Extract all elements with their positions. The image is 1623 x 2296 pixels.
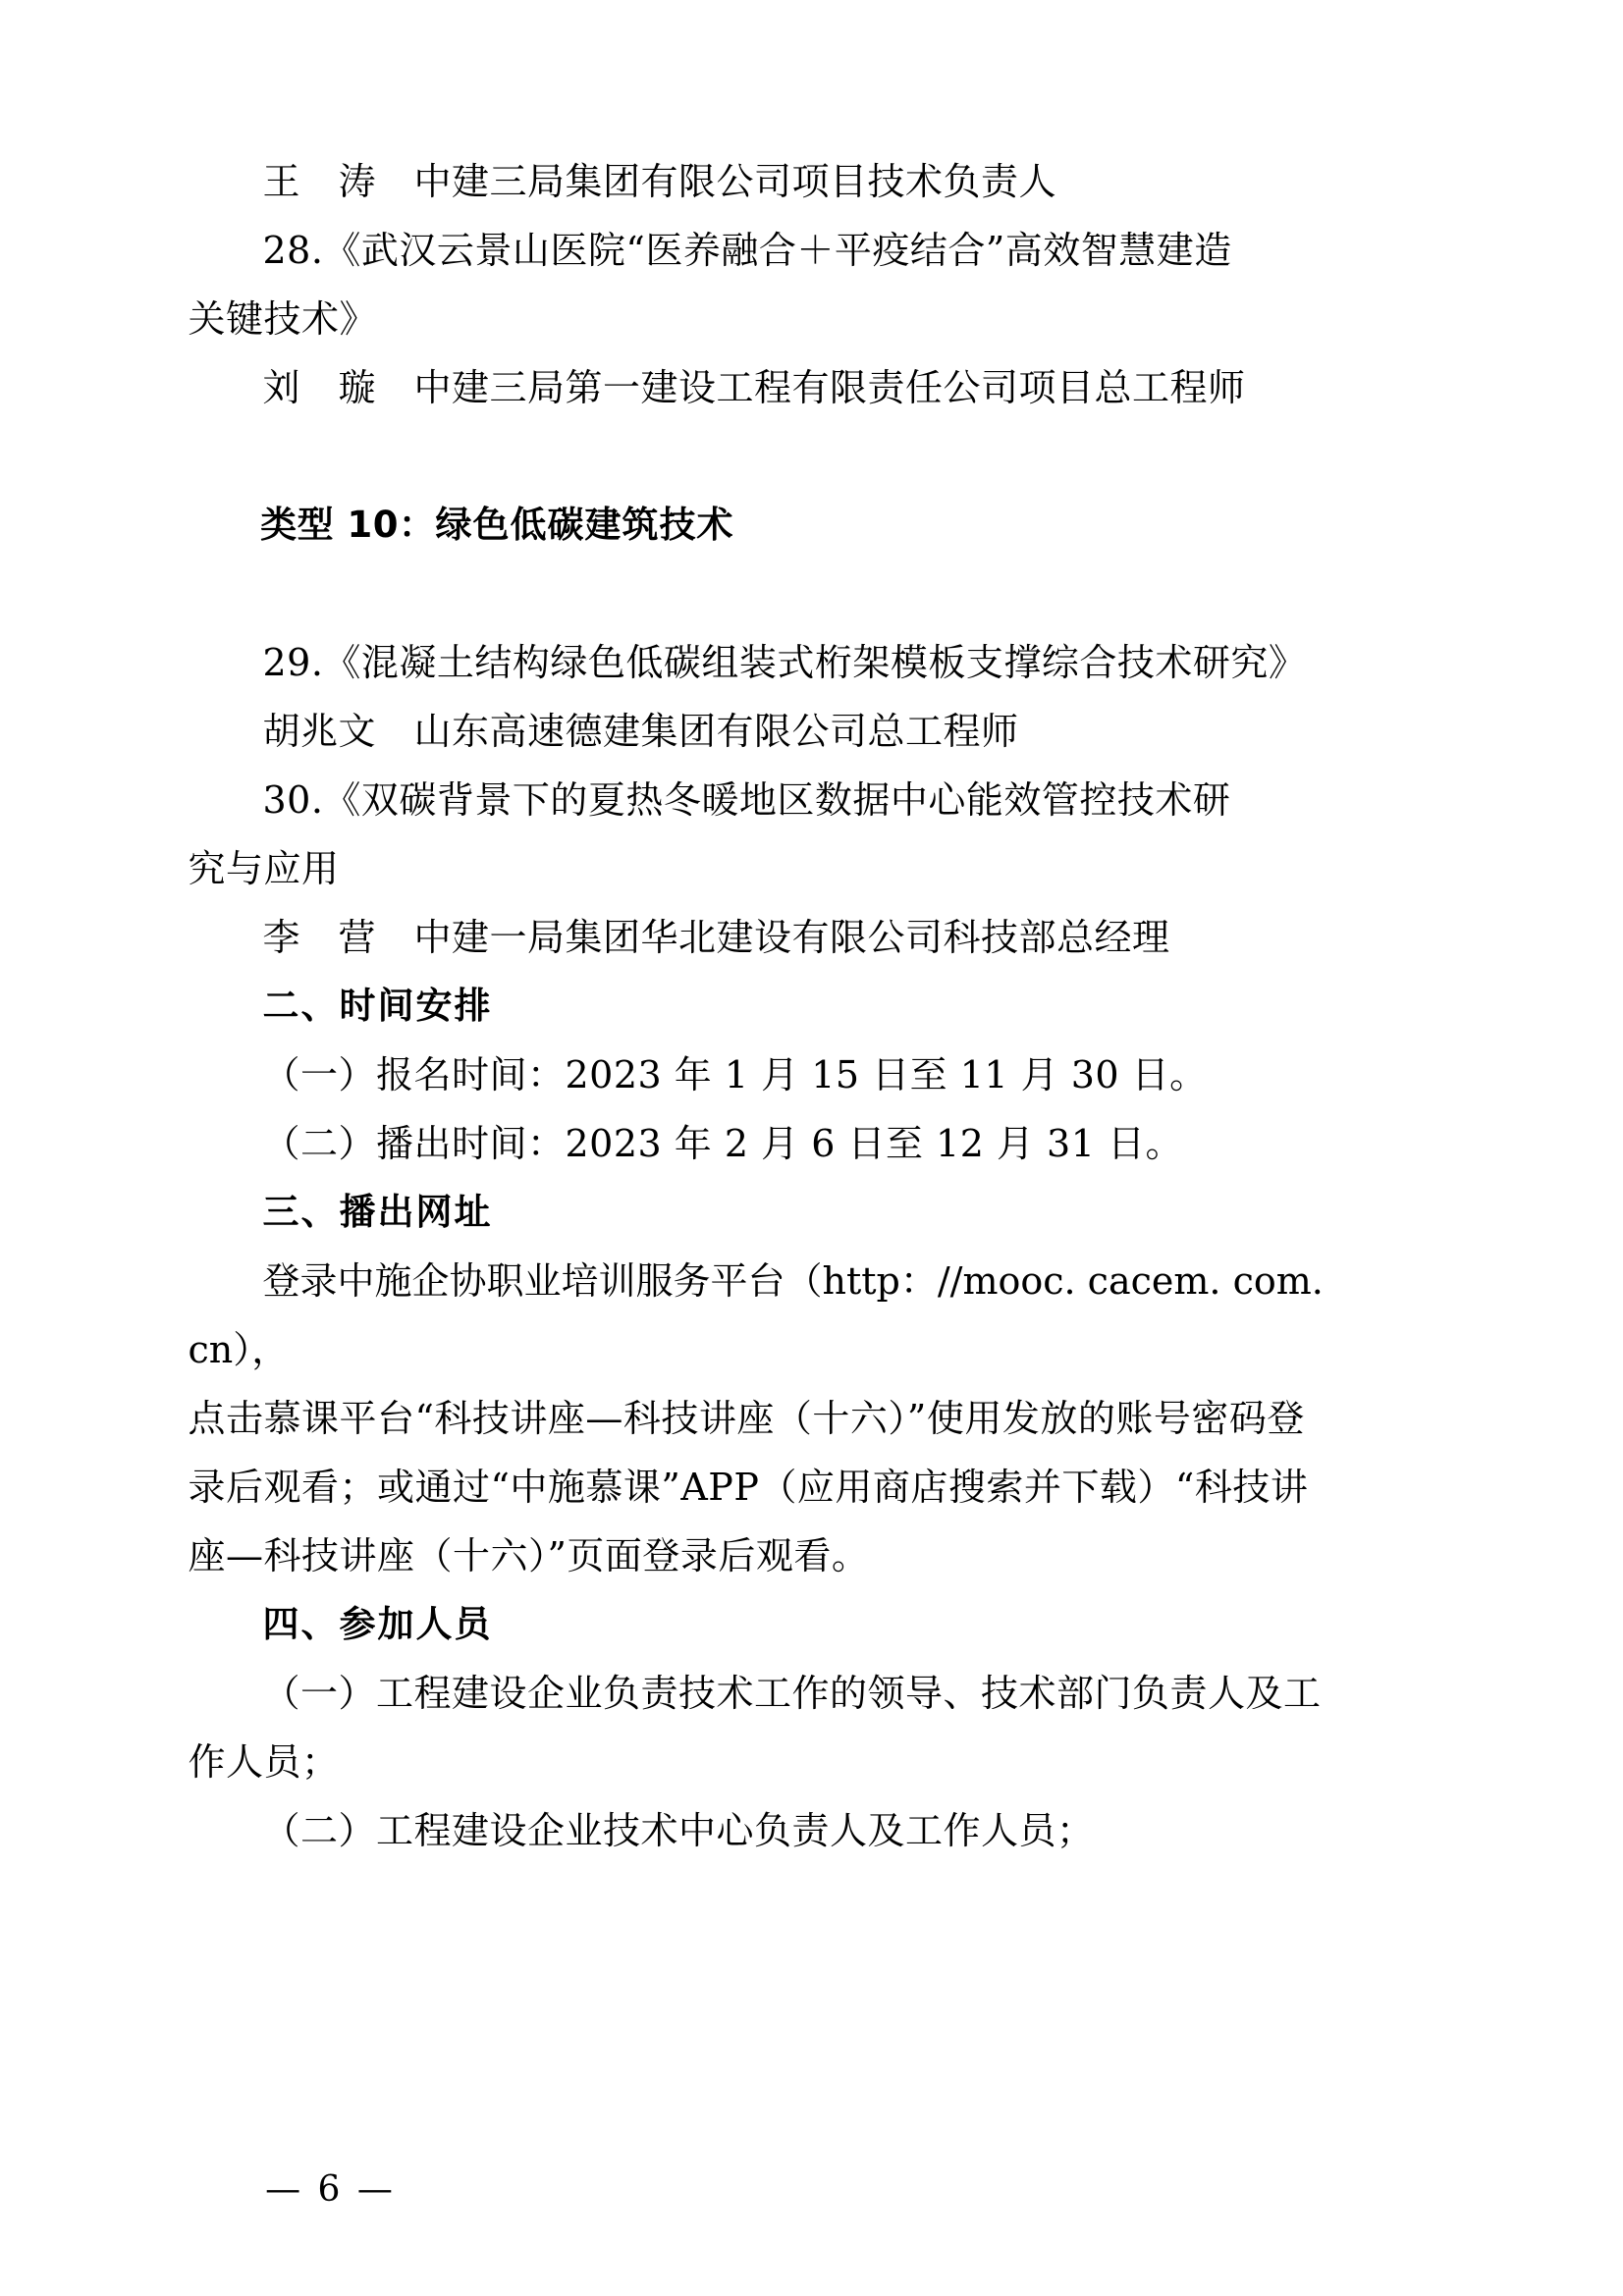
paragraph-item-29: 29.《混凝土结构绿色低碳组装式桁架模板支撑综合技术研究》	[262, 641, 1307, 684]
type-10-label: 类型 10：	[260, 504, 436, 546]
paragraph-item-30-line2: 究与应用	[188, 847, 340, 890]
paragraph-participants-1-line1: （一）工程建设企业负责技术工作的领导、技术部门负责人及工	[262, 1672, 1322, 1715]
paragraph-presenter-li-ying: 李 营 中建一局集团华北建设有限公司科技部总经理	[262, 916, 1170, 959]
paragraph-url-line1: 登录中施企协职业培训服务平台（http：//mooc. cacem. com. cn），	[188, 1259, 1335, 1371]
section-heading-broadcast-url: 三、播出网址	[262, 1191, 493, 1233]
paragraph-url-line4: 座—科技讲座（十六）”页面登录后观看。	[188, 1534, 870, 1577]
paragraph-item-28-line2: 关键技术》	[188, 297, 378, 341]
paragraph-registration-time: （一）报名时间：2023 年 1 月 15 日至 11 月 30 日。	[262, 1053, 1208, 1096]
section-heading-participants: 四、参加人员	[262, 1603, 493, 1645]
paragraph-item-30-line1: 30.《双碳背景下的夏热冬暖地区数据中心能效管控技术研	[262, 778, 1231, 822]
paragraph-presenter-hu-zhaowen: 胡兆文 山东高速德建集团有限公司总工程师	[262, 710, 1019, 753]
paragraph-presenter-wang-tao: 王 涛 中建三局集团有限公司项目技术负责人	[262, 160, 1057, 203]
paragraph-item-28-line1: 28.《武汉云景山医院“医养融合＋平疫结合”高效智慧建造	[262, 229, 1232, 272]
paragraph-broadcast-time: （二）播出时间：2023 年 2 月 6 日至 12 月 31 日。	[262, 1122, 1183, 1165]
page-number-text: — 6 —	[265, 2169, 396, 2210]
paragraph-participants-2: （二）工程建设企业技术中心负责人及工作人员；	[262, 1809, 1095, 1852]
section-type-10-heading	[189, 422, 1435, 628]
paragraph-participants-1-line2: 作人员；	[188, 1740, 340, 1784]
section-heading-schedule: 二、时间安排	[262, 985, 493, 1027]
type-10-title: 绿色低碳建筑技术	[435, 504, 734, 546]
document-body	[189, 147, 1435, 1865]
paragraph-url-line3: 录后观看；或通过“中施慕课”APP（应用商店搜索并下载）“科技讲	[188, 1466, 1309, 1509]
paragraph-url-line2: 点击慕课平台“科技讲座—科技讲座（十六）”使用发放的账号密码登	[188, 1397, 1305, 1440]
page-number	[0, 2169, 1623, 2210]
paragraph-presenter-liu-xuan: 刘 璇 中建三局第一建设工程有限责任公司项目总工程师	[262, 366, 1246, 409]
